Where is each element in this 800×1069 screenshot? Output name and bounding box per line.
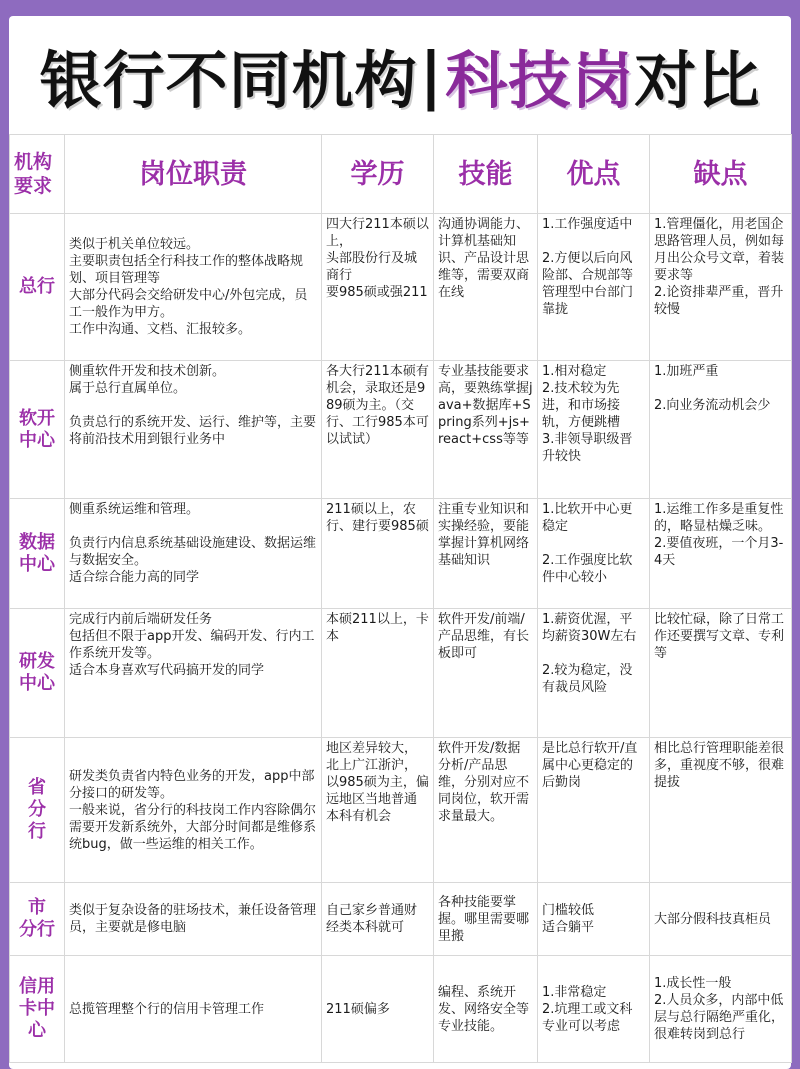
pros-cell: 1.比软开中心更稳定 2.工作强度比软件中心较小: [538, 499, 650, 609]
org-cell: 数据 中心: [10, 499, 65, 609]
pros-cell: 1.相对稳定 2.技术较为先进，和市场接轨，方便跳槽 3.非领导职级晋升较快: [538, 361, 650, 499]
skills-cell: 沟通协调能力、计算机基础知识、产品设计思维等，需要双商在线: [434, 214, 538, 361]
cons-cell: 比较忙碌，除了日常工作还要撰写文章、专利等: [650, 609, 792, 738]
duty-cell: 侧重软件开发和技术创新。 属于总行直属单位。 负责总行的系统开发、运行、维护等，主要将前沿技术用到银行业务中: [65, 361, 322, 499]
header-org: 机构 要求: [10, 135, 65, 214]
header-education: 学历: [322, 135, 434, 214]
org-cell: 市 分行: [10, 883, 65, 956]
header-duty: 岗位职责: [65, 135, 322, 214]
comparison-table: [9, 134, 792, 1063]
cons-cell: 1.运维工作多是重复性的，略显枯燥乏味。 2.要值夜班，一个月3-4天: [650, 499, 792, 609]
skills-cell: 各种技能要掌握。哪里需要哪里搬: [434, 883, 538, 956]
education-cell: 地区差异较大，北上广江浙沪，以985硕为主，偏远地区当地普通本科有机会: [322, 738, 434, 883]
education-cell: 211硕偏多: [322, 956, 434, 1063]
pros-cell: 1.薪资优渥，平均薪资30W左右 2.较为稳定，没有裁员风险: [538, 609, 650, 738]
org-cell: 总行: [10, 214, 65, 361]
org-cell: 省 分 行: [10, 738, 65, 883]
org-cell: 信用 卡中 心: [10, 956, 65, 1063]
title-part-1: 银行不同机构: [39, 43, 418, 117]
table-row: [10, 956, 792, 1063]
skills-cell: 专业基技能要求高，要熟练掌握java+数据库+Spring系列+js+react+css等等: [434, 361, 538, 499]
title-part-3: 对比: [634, 43, 761, 117]
cons-cell: 相比总行管理职能差很多，重视度不够，很难提拔: [650, 738, 792, 883]
cons-cell: 1.加班严重 2.向业务流动机会少: [650, 361, 792, 499]
education-cell: 各大行211本硕有机会，录取还是989硕为主。（交行、工行985本可以试试）: [322, 361, 434, 499]
duty-cell: 类似于机关单位较远。 主要职责包括全行科技工作的整体战略规划、项目管理等 大部分代码会交给研发中心/外包完成，员工一般作为甲方。 工作中沟通、文档、汇报较多。: [65, 214, 322, 361]
duty-cell: 研发类负责省内特色业务的开发，app中部分接口的研发等。 一般来说，省分行的科技岗工作内容除偶尔需要开发新系统外，大部分时间都是维修系统bug，做一些运维的相关工作。: [65, 738, 322, 883]
education-cell: 211硕以上，农行、建行要985硕: [322, 499, 434, 609]
education-cell: 自己家乡普通财经类本科就可: [322, 883, 434, 956]
header-row: [10, 135, 792, 214]
duty-cell: 侧重系统运维和管理。 负责行内信息系统基础设施建设、数据运维与数据安全。 适合综合能力高的同学: [65, 499, 322, 609]
duty-cell: 类似于复杂设备的驻场技术，兼任设备管理员，主要就是修电脑: [65, 883, 322, 956]
org-cell: 研发 中心: [10, 609, 65, 738]
duty-cell: 完成行内前后端研发任务 包括但不限于app开发、编码开发、行内工作系统开发等。 适合本身喜欢写代码搞开发的同学: [65, 609, 322, 738]
pros-cell: 1.非常稳定 2.坑理工或文科专业可以考虑: [538, 956, 650, 1063]
education-cell: 四大行211本硕以上， 头部股份行及城商行 要985硕或强211: [322, 214, 434, 361]
header-cons: 缺点: [650, 135, 792, 214]
skills-cell: 注重专业知识和实操经验，要能掌握计算机网络基础知识: [434, 499, 538, 609]
title-separator: |: [419, 38, 444, 112]
education-cell: 本硕211以上，卡本: [322, 609, 434, 738]
title-part-2: 科技岗: [445, 43, 635, 117]
skills-cell: 软件开发/数据分析/产品思维，分别对应不同岗位，软开需求量最大。: [434, 738, 538, 883]
table-row: [10, 609, 792, 738]
cons-cell: 1.成长性一般 2.人员众多，内部中低层与总行隔绝严重化，很难转岗到总行: [650, 956, 792, 1063]
header-skills: 技能: [434, 135, 538, 214]
table-row: [10, 214, 792, 361]
skills-cell: 编程、系统开发、网络安全等专业技能。: [434, 956, 538, 1063]
page-title: [9, 16, 791, 134]
duty-cell: 总揽管理整个行的信用卡管理工作: [65, 956, 322, 1063]
skills-cell: 软件开发/前端/产品思维，有长板即可: [434, 609, 538, 738]
table-row: [10, 738, 792, 883]
pros-cell: 是比总行软开/直属中心更稳定的后勤岗: [538, 738, 650, 883]
table-row: [10, 883, 792, 956]
comparison-card: [9, 16, 791, 1069]
pros-cell: 门槛较低 适合躺平: [538, 883, 650, 956]
table-row: [10, 361, 792, 499]
header-pros: 优点: [538, 135, 650, 214]
cons-cell: 大部分假科技真柜员: [650, 883, 792, 956]
org-cell: 软开 中心: [10, 361, 65, 499]
cons-cell: 1.管理僵化，用老国企思路管理人员，例如每月出公众号文章，着装要求等 2.论资排辈严重，晋升较慢: [650, 214, 792, 361]
table-row: [10, 499, 792, 609]
pros-cell: 1.工作强度适中 2.方便以后向风险部、合规部等管理型中台部门靠拢: [538, 214, 650, 361]
